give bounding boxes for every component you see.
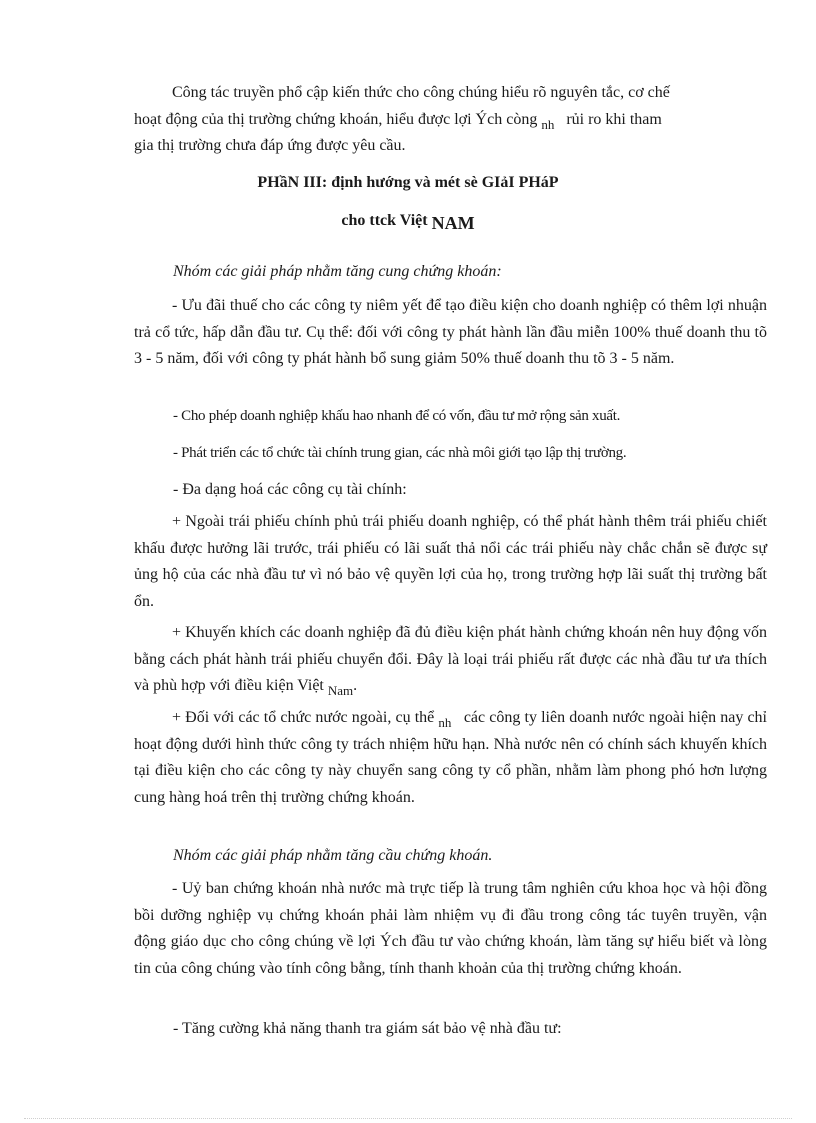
heading-line-1: PHầN III: định hướng và mét sè GIảI PHáP: [257, 174, 559, 191]
section-1-para-6: [134, 620, 767, 700]
s1-p7-text-b: các công ty liên doanh nước ngoài hiện nay chỉ hoạt động dưới hình thức công ty trách nhiệm hữu hạn. Nhà nước nên có chính sách khuyến khích tại điều kiện cho các công ty này chuyển sang công ty cổ phần, nhằm làm phong phó hơn lượng cung hàng hoá trên thị trường chứng khoán.: [134, 709, 767, 806]
s1-p7-subscript: nh: [438, 715, 452, 730]
s1-p7-text-a: + Đối với các tổ chức nước ngoài, cụ thể: [172, 709, 435, 726]
section-2-title: Nhóm các giải pháp nhằm tăng cầu chứng khoán.: [173, 847, 493, 864]
section-2-para-1: [134, 876, 767, 982]
section-1-para-3: - Phát triển các tổ chức tài chính trung gian, các nhà môi giới tạo lập thị trường.: [173, 445, 627, 461]
part-heading-2: [0, 209, 816, 233]
heading-line-2a: cho ttck Việt: [341, 212, 428, 229]
s1-p6-subscript: Nam: [327, 683, 354, 698]
heading-line-2b: NAM: [431, 213, 475, 233]
s1-p1-text: - Ưu đãi thuế cho các công ty niêm yết để tạo điều kiện cho doanh nghiệp có thêm lợi nhuận trả cổ tức, hấp dẫn đầu tư. Cụ thể: đối với công ty phát hành lần đầu miễn 100% thuế doanh thu tõ 3 - 5 năm, đối với công ty phát hành bổ sung giảm 50% thuế doanh thu tõ 3 - 5 năm.: [134, 297, 767, 367]
section-1-para-1: [134, 293, 767, 373]
section-2-para-2: - Tăng cường khả năng thanh tra giám sát bảo vệ nhà đầu tư:: [173, 1020, 562, 1037]
part-heading: [0, 174, 816, 192]
intro-subscript: nh: [541, 116, 555, 132]
s1-p6-text: + Khuyến khích các doanh nghiệp đã đủ điều kiện phát hành chứng khoán nên huy động vốn bằng cách phát hành trái phiếu chuyển đổi. Đây là loại trái phiếu rất được các nhà đầu tư ưa thích và phù hợp với điều kiện Việt: [134, 624, 767, 694]
section-1-title: Nhóm các giải pháp nhằm tăng cung chứng khoán:: [173, 263, 502, 280]
intro-paragraph: [134, 80, 767, 160]
section-1-para-7: [134, 705, 767, 811]
s1-p5-text: + Ngoài trái phiếu chính phủ trái phiếu doanh nghiệp, có thể phát hành thêm trái phiếu chiết khấu được hưởng lãi trước, trái phiếu có lãi suất thả nổi các trái phiếu này chắc chắn sẽ được sự ủng hộ của các nhà đầu tư vì nó bảo vệ quyền lợi của họ, trong trường hợp lãi suất thị trường bất ổn.: [134, 513, 767, 610]
s2-p1-text: - Uỷ ban chứng khoán nhà nước mà trực tiếp là trung tâm nghiên cứu khoa học và hội đồng bồi dưỡng nghiệp vụ chứng khoán phải làm nhiệm vụ đi đầu trong công tác tuyên truyền, vận động giáo dục cho công chúng về lợi Ých đầu tư vào chứng khoán, làm tăng sự hiểu biết và lòng tin của công chúng vào tính công bằng, tính thanh khoản của thị trường chứng khoán.: [134, 880, 767, 977]
intro-line-3: gia thị trường chưa đáp ứng được yêu cầu.: [134, 137, 406, 154]
s1-p6-end: .: [353, 677, 358, 694]
intro-line-2a: hoạt động của thị trường chứng khoán, hiểu được lợi Ých còng: [134, 110, 538, 128]
intro-line-2b: rủi ro khi tham: [566, 110, 662, 128]
section-1-para-5: [134, 509, 767, 615]
intro-line-1: Công tác truyền phổ cập kiến thức cho công chúng hiểu rõ nguyên tắc, cơ chế: [172, 84, 670, 101]
page-bottom-rule: [24, 1118, 792, 1119]
section-1-para-4: - Đa dạng hoá các công cụ tài chính:: [173, 481, 407, 498]
section-1-para-2: - Cho phép doanh nghiệp khấu hao nhanh để có vốn, đầu tư mở rộng sản xuất.: [173, 408, 621, 424]
